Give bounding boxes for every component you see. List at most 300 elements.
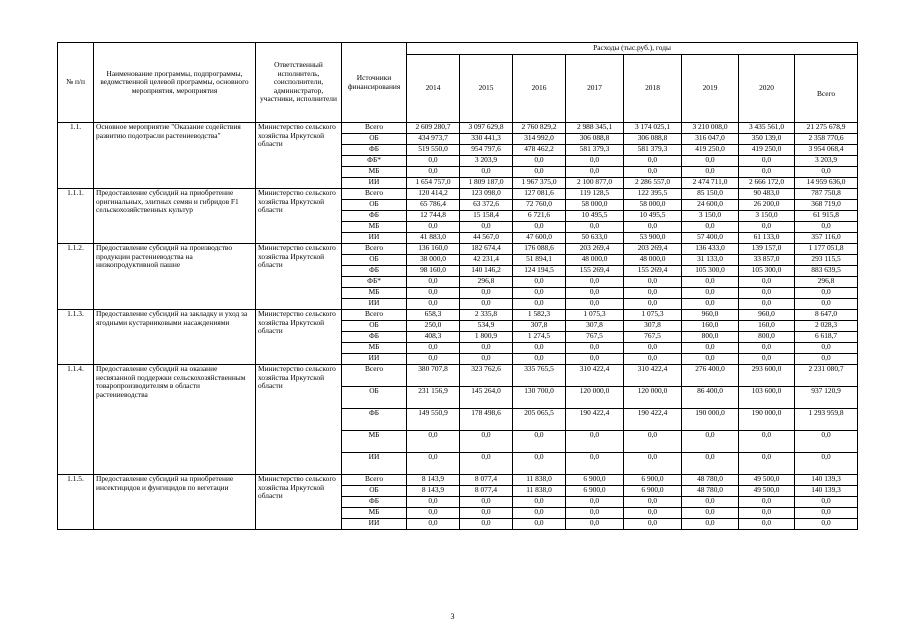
row-year-value: 0,0 xyxy=(739,497,795,508)
row-year-value: 0,0 xyxy=(739,167,795,178)
row-year-value: 581 379,3 xyxy=(566,145,624,156)
row-year-value: 155 269,4 xyxy=(566,266,624,277)
row-year-value: 0,0 xyxy=(682,288,739,299)
header-expenses: Расходы (тыс.руб.), годы xyxy=(407,43,858,55)
row-year-value: 307,8 xyxy=(624,321,682,332)
row-year-value: 136 160,0 xyxy=(407,244,460,255)
row-year-value: 0,0 xyxy=(624,156,682,167)
table-row xyxy=(58,189,858,200)
row-year-value: 0,0 xyxy=(407,156,460,167)
row-year-value: 47 600,0 xyxy=(513,233,566,244)
row-year-value: 0,0 xyxy=(624,354,682,365)
row-year-value: 310 422,4 xyxy=(566,365,624,387)
row-name: Основное мероприятие "Оказание содействия развитию подотрасли растениеводства" xyxy=(94,123,256,189)
row-year-value: 307,8 xyxy=(513,321,566,332)
row-year-value: 176 088,6 xyxy=(513,244,566,255)
row-year-value: 0,0 xyxy=(566,453,624,475)
row-name: Предоставление субсидий на приобретение инсектицидов и фунгицидов по вегетации xyxy=(94,475,256,530)
row-year-value: 0,0 xyxy=(566,431,624,453)
row-source: ОБ xyxy=(342,134,407,145)
row-year-value: 0,0 xyxy=(624,508,682,519)
row-year-value: 767,5 xyxy=(566,332,624,343)
row-year-value: 419 250,0 xyxy=(682,145,739,156)
row-year-value: 408,3 xyxy=(407,332,460,343)
row-year-value: 0,0 xyxy=(624,519,682,530)
table-body xyxy=(58,123,858,530)
row-year-value: 0,0 xyxy=(566,508,624,519)
row-year-value: 0,0 xyxy=(513,288,566,299)
row-year-value: 960,0 xyxy=(682,310,739,321)
header-num: № п/п xyxy=(58,43,94,123)
row-year-value: 0,0 xyxy=(407,343,460,354)
row-name: Предоставление субсидий на приобретение оригинальных, элитных семян и гибридов F1 сельскохозяйственных культур xyxy=(94,189,256,244)
row-responsible: Министерство сельского хозяйства Иркутской области xyxy=(256,475,342,530)
row-year-value: 65 786,4 xyxy=(407,200,460,211)
row-year-value: 0,0 xyxy=(407,497,460,508)
row-source: Всего xyxy=(342,123,407,134)
row-year-value: 6 900,0 xyxy=(624,475,682,486)
row-source: МБ xyxy=(342,508,407,519)
row-year-value: 2 666 172,0 xyxy=(739,178,795,189)
row-year-value: 130 700,0 xyxy=(513,387,566,409)
row-year-value: 0,0 xyxy=(624,222,682,233)
row-year-value: 250,0 xyxy=(407,321,460,332)
row-year-value: 49 500,0 xyxy=(739,486,795,497)
row-year-value: 0,0 xyxy=(682,519,739,530)
row-responsible: Министерство сельского хозяйства Иркутской области xyxy=(256,189,342,244)
table-row xyxy=(58,475,858,486)
row-year-value: 316 047,0 xyxy=(682,134,739,145)
row-year-value: 0,0 xyxy=(566,288,624,299)
row-year-value: 419 250,0 xyxy=(739,145,795,156)
row-year-value: 767,5 xyxy=(624,332,682,343)
row-year-value: 72 760,0 xyxy=(513,200,566,211)
row-year-value: 0,0 xyxy=(460,508,513,519)
row-year-value: 0,0 xyxy=(407,167,460,178)
row-year-value: 3 174 025,1 xyxy=(624,123,682,134)
row-year-value: 296,8 xyxy=(460,277,513,288)
row-year-value: 6 900,0 xyxy=(566,486,624,497)
row-year-value: 314 992,0 xyxy=(513,134,566,145)
row-total-value: 368 719,0 xyxy=(795,200,858,211)
header-year: 2018 xyxy=(624,55,682,123)
row-year-value: 0,0 xyxy=(739,222,795,233)
row-year-value: 120 414,2 xyxy=(407,189,460,200)
row-year-value: 0,0 xyxy=(739,453,795,475)
row-year-value: 160,0 xyxy=(739,321,795,332)
row-total-value: 6 618,7 xyxy=(795,332,858,343)
row-year-value: 1 274,5 xyxy=(513,332,566,343)
row-year-value: 0,0 xyxy=(513,167,566,178)
row-year-value: 0,0 xyxy=(513,299,566,310)
row-total-value: 0,0 xyxy=(795,431,858,453)
row-year-value: 57 400,0 xyxy=(682,233,739,244)
row-year-value: 0,0 xyxy=(407,354,460,365)
row-year-value: 0,0 xyxy=(513,497,566,508)
row-year-value: 0,0 xyxy=(407,431,460,453)
header-responsible: Ответственный исполнитель, соисполнители, администратор, участники, исполнители xyxy=(256,43,342,123)
row-year-value: 350 139,0 xyxy=(739,134,795,145)
row-year-value: 139 157,0 xyxy=(739,244,795,255)
row-year-value: 8 143,9 xyxy=(407,475,460,486)
row-year-value: 0,0 xyxy=(739,354,795,365)
row-year-value: 120 000,0 xyxy=(624,387,682,409)
row-total-value: 3 203,9 xyxy=(795,156,858,167)
row-year-value: 0,0 xyxy=(513,222,566,233)
row-year-value: 105 300,0 xyxy=(682,266,739,277)
row-year-value: 0,0 xyxy=(407,508,460,519)
row-year-value: 155 269,4 xyxy=(624,266,682,277)
row-year-value: 0,0 xyxy=(407,288,460,299)
row-year-value: 12 744,8 xyxy=(407,211,460,222)
row-year-value: 0,0 xyxy=(739,431,795,453)
row-name: Предоставление субсидий на оказание несвязанной поддержки сельскохозяйственным товаропроизводителям в области растениеводства xyxy=(94,365,256,475)
row-year-value: 231 156,9 xyxy=(407,387,460,409)
row-year-value: 2 335,8 xyxy=(460,310,513,321)
row-year-value: 24 600,0 xyxy=(682,200,739,211)
row-year-value: 0,0 xyxy=(739,508,795,519)
row-year-value: 0,0 xyxy=(682,222,739,233)
row-code: 1.1. xyxy=(58,123,94,189)
row-source: ФБ* xyxy=(342,277,407,288)
row-total-value: 1 293 959,8 xyxy=(795,409,858,431)
row-year-value: 50 633,0 xyxy=(566,233,624,244)
row-year-value: 0,0 xyxy=(513,508,566,519)
row-year-value: 105 300,0 xyxy=(739,266,795,277)
row-year-value: 0,0 xyxy=(682,167,739,178)
row-year-value: 323 762,6 xyxy=(460,365,513,387)
row-year-value: 0,0 xyxy=(682,497,739,508)
row-source: ИИ xyxy=(342,354,407,365)
row-year-value: 0,0 xyxy=(624,277,682,288)
row-total-value: 140 139,3 xyxy=(795,475,858,486)
row-year-value: 6 721,6 xyxy=(513,211,566,222)
row-year-value: 2 609 280,7 xyxy=(407,123,460,134)
row-year-value: 0,0 xyxy=(682,453,739,475)
row-year-value: 478 462,2 xyxy=(513,145,566,156)
row-source: ФБ* xyxy=(342,156,407,167)
row-total-value: 0,0 xyxy=(795,167,858,178)
row-source: Всего xyxy=(342,310,407,321)
row-source: ОБ xyxy=(342,387,407,409)
row-source: МБ xyxy=(342,167,407,178)
row-year-value: 203 269,4 xyxy=(624,244,682,255)
header-source: Источники финансирования xyxy=(342,43,407,123)
row-total-value: 1 177 051,8 xyxy=(795,244,858,255)
row-year-value: 2 988 345,1 xyxy=(566,123,624,134)
row-year-value: 434 973,7 xyxy=(407,134,460,145)
row-year-value: 1 967 375,0 xyxy=(513,178,566,189)
row-year-value: 2 474 711,0 xyxy=(682,178,739,189)
row-total-value: 293 115,5 xyxy=(795,255,858,266)
row-year-value: 0,0 xyxy=(682,156,739,167)
row-source: ФБ xyxy=(342,497,407,508)
row-year-value: 10 495,5 xyxy=(566,211,624,222)
row-year-value: 1 654 757,0 xyxy=(407,178,460,189)
row-total-value: 0,0 xyxy=(795,497,858,508)
row-year-value: 306 088,8 xyxy=(624,134,682,145)
row-year-value: 140 146,2 xyxy=(460,266,513,277)
row-year-value: 1 800,9 xyxy=(460,332,513,343)
row-year-value: 0,0 xyxy=(739,277,795,288)
header-year: 2020 xyxy=(739,55,795,123)
row-source: МБ xyxy=(342,431,407,453)
row-year-value: 0,0 xyxy=(513,343,566,354)
row-year-value: 0,0 xyxy=(624,288,682,299)
row-total-value: 61 915,8 xyxy=(795,211,858,222)
row-year-value: 6 900,0 xyxy=(624,486,682,497)
row-source: Всего xyxy=(342,475,407,486)
row-year-value: 0,0 xyxy=(624,497,682,508)
row-year-value: 58 000,0 xyxy=(624,200,682,211)
row-year-value: 0,0 xyxy=(460,431,513,453)
row-year-value: 136 433,0 xyxy=(682,244,739,255)
row-source: Всего xyxy=(342,244,407,255)
row-year-value: 2 100 877,0 xyxy=(566,178,624,189)
row-source: ОБ xyxy=(342,486,407,497)
row-year-value: 90 483,0 xyxy=(739,189,795,200)
row-year-value: 534,9 xyxy=(460,321,513,332)
row-year-value: 48 780,0 xyxy=(682,475,739,486)
row-year-value: 0,0 xyxy=(566,156,624,167)
row-year-value: 0,0 xyxy=(513,519,566,530)
row-responsible: Министерство сельского хозяйства Иркутской области xyxy=(256,123,342,189)
row-code: 1.1.2. xyxy=(58,244,94,310)
row-year-value: 0,0 xyxy=(460,288,513,299)
row-source: ИИ xyxy=(342,299,407,310)
row-year-value: 0,0 xyxy=(460,222,513,233)
row-year-value: 0,0 xyxy=(566,519,624,530)
row-code: 1.1.4. xyxy=(58,365,94,475)
row-total-value: 2 231 080,7 xyxy=(795,365,858,387)
row-source: ФБ xyxy=(342,266,407,277)
row-year-value: 0,0 xyxy=(682,354,739,365)
row-code: 1.1.1. xyxy=(58,189,94,244)
row-total-value: 0,0 xyxy=(795,343,858,354)
row-year-value: 330 441,3 xyxy=(460,134,513,145)
row-source: ИИ xyxy=(342,453,407,475)
row-year-value: 123 098,0 xyxy=(460,189,513,200)
row-year-value: 6 900,0 xyxy=(566,475,624,486)
row-year-value: 203 269,4 xyxy=(566,244,624,255)
row-year-value: 1 582,3 xyxy=(513,310,566,321)
row-year-value: 306 088,8 xyxy=(566,134,624,145)
row-year-value: 0,0 xyxy=(513,156,566,167)
row-total-value: 140 139,3 xyxy=(795,486,858,497)
row-year-value: 0,0 xyxy=(624,453,682,475)
row-year-value: 276 400,0 xyxy=(682,365,739,387)
row-responsible: Министерство сельского хозяйства Иркутской области xyxy=(256,244,342,310)
row-year-value: 0,0 xyxy=(566,497,624,508)
expenses-table xyxy=(57,42,858,530)
row-year-value: 380 707,8 xyxy=(407,365,460,387)
row-year-value: 11 838,0 xyxy=(513,486,566,497)
row-year-value: 33 857,0 xyxy=(739,255,795,266)
row-year-value: 49 500,0 xyxy=(739,475,795,486)
row-year-value: 44 567,0 xyxy=(460,233,513,244)
row-total-value: 2 358 770,6 xyxy=(795,134,858,145)
row-year-value: 2 286 557,0 xyxy=(624,178,682,189)
row-total-value: 8 647,0 xyxy=(795,310,858,321)
row-year-value: 310 422,4 xyxy=(624,365,682,387)
row-year-value: 0,0 xyxy=(566,343,624,354)
row-year-value: 122 395,5 xyxy=(624,189,682,200)
row-year-value: 178 498,6 xyxy=(460,409,513,431)
row-year-value: 0,0 xyxy=(407,453,460,475)
row-year-value: 38 000,0 xyxy=(407,255,460,266)
row-total-value: 0,0 xyxy=(795,519,858,530)
row-source: ОБ xyxy=(342,321,407,332)
row-year-value: 0,0 xyxy=(624,167,682,178)
row-total-value: 21 275 678,9 xyxy=(795,123,858,134)
row-year-value: 0,0 xyxy=(460,519,513,530)
row-year-value: 0,0 xyxy=(460,167,513,178)
header-year: 2014 xyxy=(407,55,460,123)
row-source: МБ xyxy=(342,288,407,299)
row-year-value: 98 160,0 xyxy=(407,266,460,277)
row-year-value: 190 422,4 xyxy=(566,409,624,431)
row-year-value: 3 203,9 xyxy=(460,156,513,167)
row-year-value: 0,0 xyxy=(407,222,460,233)
row-code: 1.1.5. xyxy=(58,475,94,530)
row-year-value: 0,0 xyxy=(513,277,566,288)
row-year-value: 658,3 xyxy=(407,310,460,321)
row-year-value: 41 883,0 xyxy=(407,233,460,244)
row-total-value: 3 954 068,4 xyxy=(795,145,858,156)
row-total-value: 0,0 xyxy=(795,288,858,299)
row-year-value: 145 264,0 xyxy=(460,387,513,409)
row-year-value: 85 150,0 xyxy=(682,189,739,200)
row-year-value: 149 550,9 xyxy=(407,409,460,431)
row-year-value: 335 765,5 xyxy=(513,365,566,387)
row-year-value: 0,0 xyxy=(566,222,624,233)
row-year-value: 0,0 xyxy=(460,497,513,508)
row-responsible: Министерство сельского хозяйства Иркутской области xyxy=(256,310,342,365)
row-year-value: 0,0 xyxy=(624,431,682,453)
row-year-value: 3 435 561,0 xyxy=(739,123,795,134)
row-total-value: 2 028,3 xyxy=(795,321,858,332)
row-year-value: 48 780,0 xyxy=(682,486,739,497)
row-year-value: 0,0 xyxy=(513,431,566,453)
row-year-value: 120 000,0 xyxy=(566,387,624,409)
row-year-value: 800,0 xyxy=(739,332,795,343)
row-year-value: 0,0 xyxy=(460,299,513,310)
row-source: ИИ xyxy=(342,519,407,530)
row-year-value: 48 000,0 xyxy=(566,255,624,266)
row-year-value: 0,0 xyxy=(460,343,513,354)
row-year-value: 954 797,6 xyxy=(460,145,513,156)
row-year-value: 103 600,0 xyxy=(739,387,795,409)
row-source: ФБ xyxy=(342,211,407,222)
row-total-value: 0,0 xyxy=(795,354,858,365)
row-total-value: 937 120,9 xyxy=(795,387,858,409)
row-year-value: 0,0 xyxy=(682,431,739,453)
row-year-value: 190 000,0 xyxy=(682,409,739,431)
row-year-value: 119 128,5 xyxy=(566,189,624,200)
row-year-value: 3 150,0 xyxy=(682,211,739,222)
row-year-value: 51 894,1 xyxy=(513,255,566,266)
row-year-value: 0,0 xyxy=(566,299,624,310)
row-source: ИИ xyxy=(342,233,407,244)
row-year-value: 0,0 xyxy=(407,299,460,310)
row-year-value: 11 838,0 xyxy=(513,475,566,486)
row-year-value: 0,0 xyxy=(739,299,795,310)
row-total-value: 296,8 xyxy=(795,277,858,288)
row-source: МБ xyxy=(342,343,407,354)
row-year-value: 124 194,5 xyxy=(513,266,566,277)
row-total-value: 0,0 xyxy=(795,508,858,519)
table-row xyxy=(58,123,858,134)
row-source: ИИ xyxy=(342,178,407,189)
row-year-value: 53 900,0 xyxy=(624,233,682,244)
row-year-value: 61 133,0 xyxy=(739,233,795,244)
table-header xyxy=(58,43,858,123)
row-total-value: 0,0 xyxy=(795,453,858,475)
header-year: 2017 xyxy=(566,55,624,123)
row-year-value: 0,0 xyxy=(407,519,460,530)
row-year-value: 0,0 xyxy=(682,299,739,310)
row-year-value: 15 158,4 xyxy=(460,211,513,222)
row-year-value: 0,0 xyxy=(566,277,624,288)
row-source: ФБ xyxy=(342,409,407,431)
header-year: 2019 xyxy=(682,55,739,123)
row-total-value: 0,0 xyxy=(795,222,858,233)
page-number: 3 xyxy=(450,612,455,621)
row-year-value: 0,0 xyxy=(682,343,739,354)
row-source: МБ xyxy=(342,222,407,233)
row-source: Всего xyxy=(342,189,407,200)
row-year-value: 182 674,4 xyxy=(460,244,513,255)
row-year-value: 1 075,3 xyxy=(624,310,682,321)
row-year-value: 58 000,0 xyxy=(566,200,624,211)
row-total-value: 883 639,5 xyxy=(795,266,858,277)
row-source: ФБ xyxy=(342,145,407,156)
row-year-value: 0,0 xyxy=(682,508,739,519)
table-row xyxy=(58,244,858,255)
row-year-value: 800,0 xyxy=(682,332,739,343)
row-name: Предоставление субсидий на производство продукции растениеводства на низкопродуктивной пашне xyxy=(94,244,256,310)
row-year-value: 307,8 xyxy=(566,321,624,332)
row-year-value: 0,0 xyxy=(566,354,624,365)
row-year-value: 0,0 xyxy=(682,277,739,288)
header-total: Всего xyxy=(795,55,858,123)
row-year-value: 190 000,0 xyxy=(739,409,795,431)
row-year-value: 26 200,0 xyxy=(739,200,795,211)
table-row xyxy=(58,310,858,321)
row-year-value: 8 077,4 xyxy=(460,486,513,497)
row-year-value: 0,0 xyxy=(739,288,795,299)
table-row xyxy=(58,365,858,387)
row-year-value: 3 150,0 xyxy=(739,211,795,222)
row-year-value: 0,0 xyxy=(739,519,795,530)
row-code: 1.1.3. xyxy=(58,310,94,365)
row-source: ОБ xyxy=(342,200,407,211)
row-year-value: 0,0 xyxy=(624,343,682,354)
header-year: 2015 xyxy=(460,55,513,123)
row-year-value: 581 379,3 xyxy=(624,145,682,156)
row-year-value: 48 000,0 xyxy=(624,255,682,266)
row-year-value: 0,0 xyxy=(739,343,795,354)
row-year-value: 3 097 629,8 xyxy=(460,123,513,134)
row-year-value: 0,0 xyxy=(460,453,513,475)
row-year-value: 160,0 xyxy=(682,321,739,332)
row-total-value: 357 116,0 xyxy=(795,233,858,244)
row-year-value: 0,0 xyxy=(513,453,566,475)
row-year-value: 0,0 xyxy=(513,354,566,365)
row-year-value: 519 550,0 xyxy=(407,145,460,156)
header-year: 2016 xyxy=(513,55,566,123)
row-name: Предоставление субсидий на закладку и уход за ягодными кустарниковыми насаждениями xyxy=(94,310,256,365)
